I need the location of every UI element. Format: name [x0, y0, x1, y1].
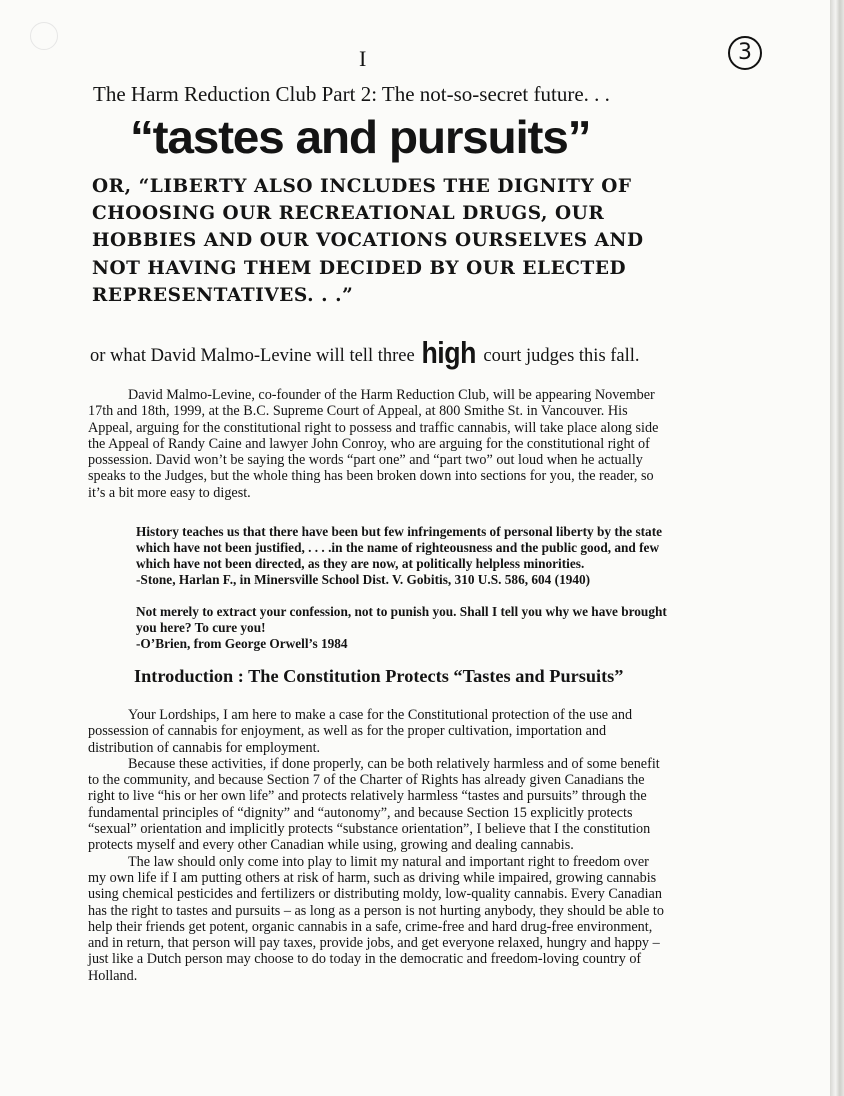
body-paragraph: Your Lordships, I am here to make a case for the Constitutional protection of the use and possession of cannabis for enjoyment, as well as for the proper cultivation, importation and distribution of cannabis for employment. — [88, 707, 633, 756]
article-title: “tastes and pursuits” — [130, 111, 591, 163]
quote-obrien — [136, 604, 676, 652]
intro-paragraph: David Malmo-Levine, co-founder of the Harm Reduction Club, will be appearing November 17th and 18th, 1999, at the B.C. Supreme Court of Appeal, at 800 Smithe St. in Vancouver. His Appeal, arguing for the constitutional right to possess and traffic cannabis, will take place along side the Appeal of Randy Caine and lawyer John Conroy, who are arguing for the constitutional right of possession. David won’t be saying the words “part one” and “part two” out loud when he actually speaks to the Judges, but the whole thing has been broken down into sections for you, the reader, so it’s a bit more easy to digest. — [88, 387, 659, 501]
quote-stone — [136, 524, 676, 588]
section-body — [88, 707, 668, 984]
quote-text: History teaches us that there have been but few infringements of personal liberty by the state which have not been justified, . . . .in the name of righteousness and the public good, and few which have not been directed, as they are now, at politically helpless minorities. — [136, 524, 663, 571]
top-mark: I — [359, 46, 367, 71]
quote-attribution: -O’Brien, from George Orwell’s 1984 — [136, 636, 348, 651]
high-word: high — [421, 335, 477, 370]
court-line-after: court judges this fall. — [483, 346, 640, 366]
punch-hole — [30, 22, 58, 50]
intro-section — [88, 387, 668, 501]
body-paragraph: The law should only come into play to limit my natural and important right to freedom over my own life if I am putting others at risk of harm, such as driving while impaired, growing cannabis using chemical pesticides and fertilizers or distributing moldy, low-quality cannabis. Every Canadian has the right to tastes and pursuits – as long as a person is not hurting anybody, they should be able to help their friends get potent, organic cannabis in a safe, crime-free and hard drug-free environment, and in return, that person will pay taxes, provide jobs, and get everyone relaxed, hungry and happy – just like a Dutch person may choose to do today in the democratic and freedom-loving country of Holland. — [88, 853, 664, 984]
court-line — [90, 337, 670, 372]
quote-attribution: -Stone, Harlan F., in Minersville School Dist. V. Gobitis, 310 U.S. 586, 604 (1940) — [136, 572, 591, 587]
handwritten-page-number: 3 — [728, 36, 762, 70]
series-line: The Harm Reduction Club Part 2: The not-so-secret future. . . — [93, 82, 610, 106]
body-paragraph: Because these activities, if done properly, can be both relatively harmless and of some benefit to the community, and because Section 7 of the Charter of Rights has already given Canadians the right to live “his or her own life” and protects relatively harmless “tastes and pursuits” through the fundamental principles of “dignity” and “autonomy”, and because Section 15 explicitly protects “sexual” orientation and implicitly protects “substance orientation”, I believe that I the constitution protects myself and every other Canadian while using, growing and dealing cannabis. — [88, 755, 660, 854]
section-heading: Introduction : The Constitution Protects “Tastes and Pursuits” — [134, 666, 624, 686]
quote-text: Not merely to extract your confession, not to punish you. Shall I tell you why we have brought you here? To cure you! — [136, 604, 667, 635]
page-edge-shadow — [830, 0, 844, 1096]
article-subtitle: OR, “LIBERTY ALSO INCLUDES THE DIGNITY OF CHOOSING OUR RECREATIONAL DRUGS, OUR HOBBIES AND OUR VOCATIONS OURSELVES AND NOT HAVING THEM DECIDED BY OUR ELECTED REPRESENTATIVES. . .” — [92, 176, 644, 306]
court-line-before: or what David Malmo-Levine will tell three — [90, 346, 415, 366]
